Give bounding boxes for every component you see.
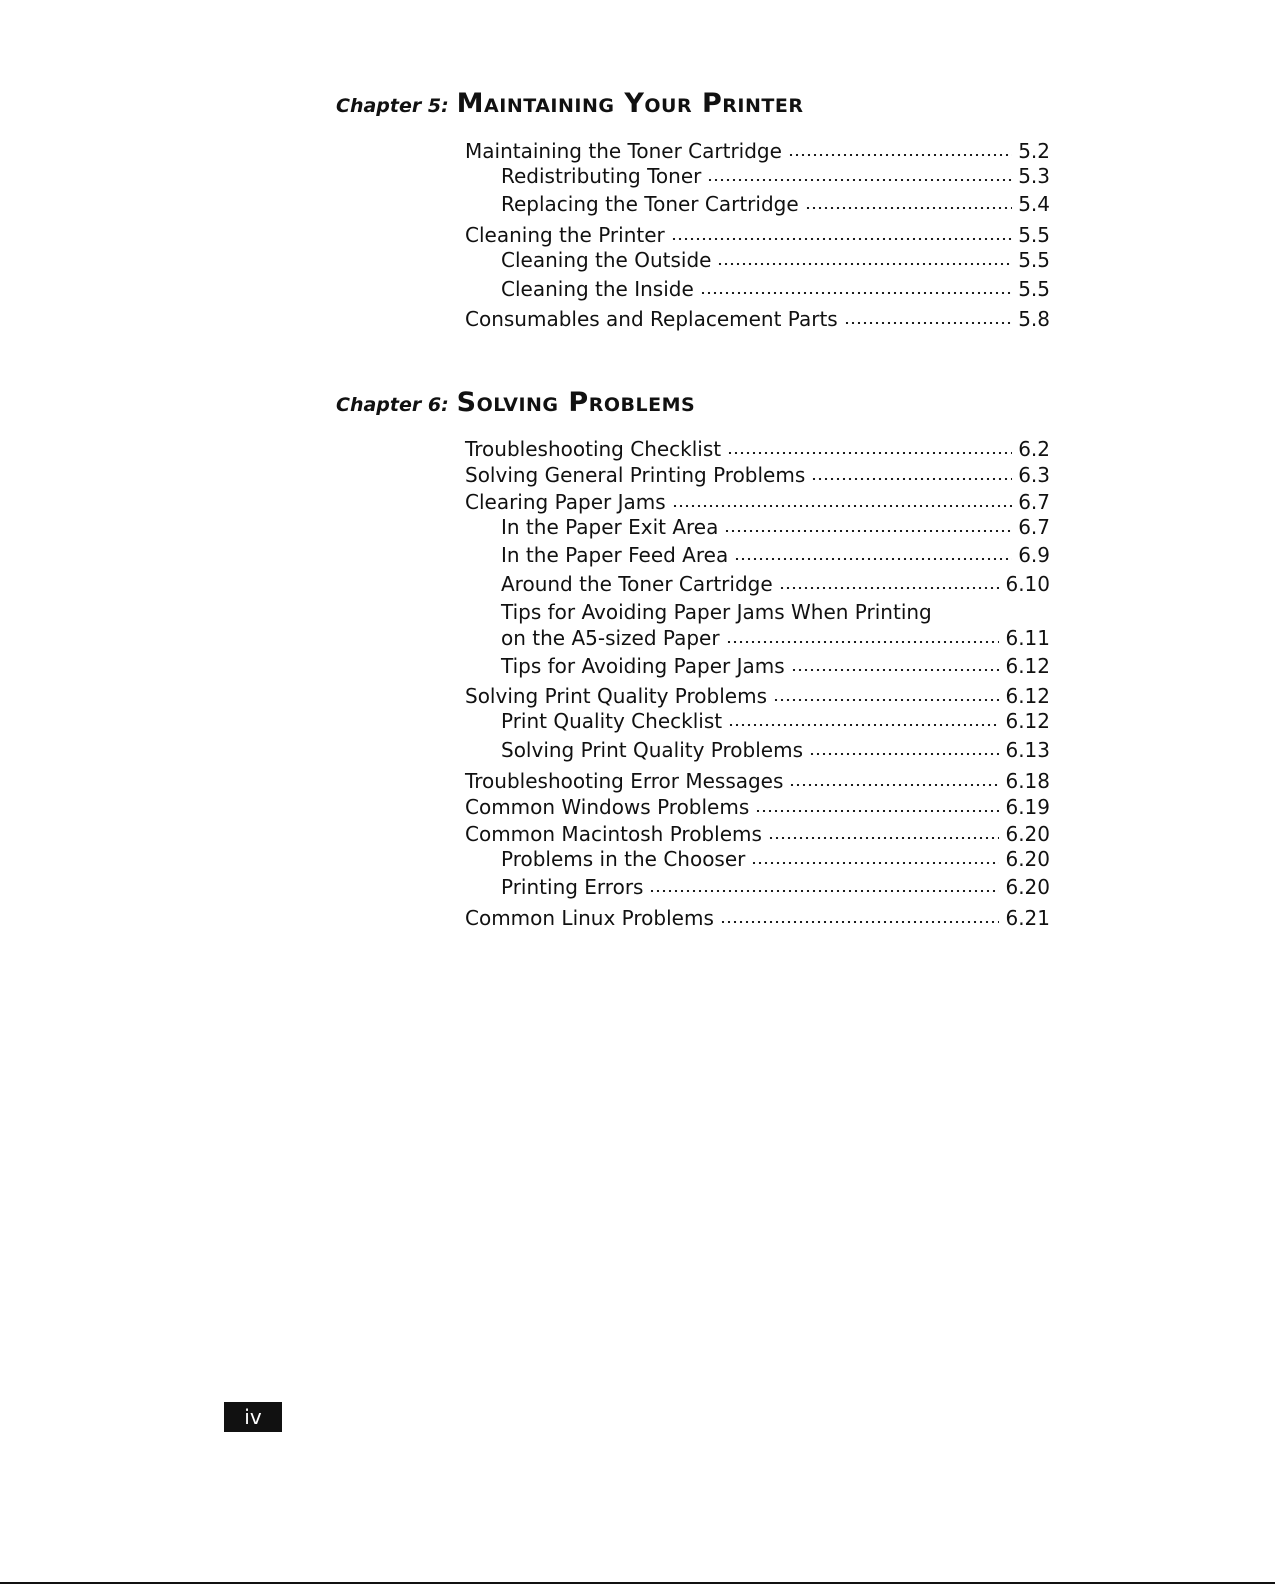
toc-entry-page: 5.3 bbox=[1018, 164, 1050, 188]
page-bottom-rule bbox=[0, 1582, 1275, 1584]
dot-leader bbox=[727, 452, 1012, 454]
toc-entry bbox=[465, 436, 1050, 462]
toc-entry bbox=[465, 768, 1050, 794]
dot-leader bbox=[649, 890, 999, 892]
chapter-title: Solving Problems bbox=[456, 387, 696, 418]
toc-entry-title: Cleaning the Outside bbox=[501, 248, 712, 272]
toc-entry-page: 6.20 bbox=[1005, 822, 1050, 846]
toc-entry-page: 6.2 bbox=[1018, 437, 1050, 461]
chapter-label: Chapter 6: bbox=[336, 394, 449, 416]
toc-entry-title: Solving Print Quality Problems bbox=[465, 684, 767, 708]
toc-entry bbox=[501, 514, 1050, 540]
toc-entry-title: Problems in the Chooser bbox=[501, 847, 746, 871]
toc-entry-title: In the Paper Feed Area bbox=[501, 543, 729, 567]
dot-leader bbox=[779, 587, 1000, 589]
toc-entry bbox=[501, 247, 1050, 273]
dot-leader bbox=[789, 784, 999, 786]
toc-entry-page: 6.19 bbox=[1005, 795, 1050, 819]
dot-leader bbox=[734, 558, 1012, 560]
dot-leader bbox=[755, 810, 999, 812]
dot-leader bbox=[768, 837, 1000, 839]
toc-entry-page: 6.20 bbox=[1005, 847, 1050, 871]
toc-entry-title: Consumables and Replacement Parts bbox=[465, 307, 838, 331]
toc-entry-page: 6.9 bbox=[1018, 543, 1050, 567]
toc-entry-page: 6.3 bbox=[1018, 463, 1050, 487]
chapter-label: Chapter 5: bbox=[336, 95, 449, 117]
toc-entry-page: 5.5 bbox=[1018, 277, 1050, 301]
toc-entry-title: Solving General Printing Problems bbox=[465, 463, 806, 487]
dot-leader bbox=[791, 669, 1000, 671]
toc-entry bbox=[501, 708, 1050, 734]
toc-entry bbox=[501, 599, 1050, 625]
toc-entry-page: 6.12 bbox=[1005, 684, 1050, 708]
toc-entry-page: 6.7 bbox=[1018, 515, 1050, 539]
toc-entry bbox=[501, 653, 1050, 679]
toc-entry bbox=[465, 905, 1050, 931]
toc-entry-title: Tips for Avoiding Paper Jams When Printing bbox=[501, 600, 932, 624]
dot-leader bbox=[700, 292, 1012, 294]
toc-entry bbox=[501, 737, 1050, 763]
toc-entry-title: Tips for Avoiding Paper Jams bbox=[501, 654, 785, 678]
toc-entry-title: Solving Print Quality Problems bbox=[501, 738, 803, 762]
dot-leader bbox=[717, 263, 1012, 265]
toc-entry-title: Around the Toner Cartridge bbox=[501, 572, 773, 596]
toc-entry-title: Maintaining the Toner Cartridge bbox=[465, 139, 782, 163]
toc-entry-title: Redistributing Toner bbox=[501, 164, 702, 188]
dot-leader bbox=[844, 322, 1012, 324]
dot-leader bbox=[811, 478, 1012, 480]
toc-entry-page: 6.20 bbox=[1005, 875, 1050, 899]
toc-entry bbox=[465, 821, 1050, 847]
toc-entry bbox=[465, 138, 1050, 164]
toc-entry-title: Print Quality Checklist bbox=[501, 709, 723, 733]
toc-entry bbox=[501, 163, 1050, 189]
toc-entry bbox=[501, 846, 1050, 872]
toc-entry-page: 5.8 bbox=[1018, 307, 1050, 331]
toc-entry-title: Common Macintosh Problems bbox=[465, 822, 762, 846]
toc-entry-title: on the A5-sized Paper bbox=[501, 626, 720, 650]
toc-entry-page: 6.13 bbox=[1005, 738, 1050, 762]
dot-leader bbox=[707, 179, 1012, 181]
toc-entry-page: 6.21 bbox=[1005, 906, 1050, 930]
toc-entry-page: 6.7 bbox=[1018, 490, 1050, 514]
toc-entry bbox=[501, 276, 1050, 302]
page-number-badge: iv bbox=[224, 1402, 282, 1432]
toc-entry bbox=[501, 874, 1050, 900]
dot-leader bbox=[672, 505, 1013, 507]
toc-entry bbox=[465, 489, 1050, 515]
toc-entry-title: Cleaning the Inside bbox=[501, 277, 694, 301]
toc-entry-page: 6.18 bbox=[1005, 769, 1050, 793]
toc-entry-page: 5.2 bbox=[1018, 139, 1050, 163]
toc-entry-title: Troubleshooting Error Messages bbox=[465, 769, 784, 793]
toc-entry bbox=[501, 542, 1050, 568]
toc-entry-page: 6.11 bbox=[1005, 626, 1050, 650]
dot-leader bbox=[726, 641, 1000, 643]
toc-entry bbox=[501, 571, 1050, 597]
dot-leader bbox=[724, 530, 1012, 532]
toc-entry-page: 6.12 bbox=[1005, 709, 1050, 733]
toc-entry bbox=[465, 222, 1050, 248]
toc-entry bbox=[465, 683, 1050, 709]
toc-entry bbox=[501, 625, 1050, 651]
dot-leader bbox=[720, 921, 1000, 923]
chapter-title: Maintaining Your Printer bbox=[456, 88, 804, 119]
toc-entry-title: Common Windows Problems bbox=[465, 795, 750, 819]
toc-entry-page: 5.5 bbox=[1018, 248, 1050, 272]
toc-entry bbox=[465, 794, 1050, 820]
toc-entry bbox=[501, 191, 1050, 217]
dot-leader bbox=[788, 154, 1012, 156]
toc-entry bbox=[465, 462, 1050, 488]
dot-leader bbox=[728, 724, 999, 726]
dot-leader bbox=[805, 207, 1013, 209]
toc-entry-title: Common Linux Problems bbox=[465, 906, 714, 930]
dot-leader bbox=[809, 753, 999, 755]
toc-entry-title: In the Paper Exit Area bbox=[501, 515, 719, 539]
toc-entry-title: Clearing Paper Jams bbox=[465, 490, 666, 514]
toc-entry-title: Cleaning the Printer bbox=[465, 223, 665, 247]
toc-entry-title: Replacing the Toner Cartridge bbox=[501, 192, 799, 216]
toc-entry-title: Troubleshooting Checklist bbox=[465, 437, 722, 461]
toc-entry-list bbox=[0, 387, 1275, 1187]
dot-leader bbox=[671, 238, 1012, 240]
toc-entry-page: 6.12 bbox=[1005, 654, 1050, 678]
dot-leader bbox=[773, 699, 999, 701]
toc-entry-page: 5.4 bbox=[1018, 192, 1050, 216]
toc-entry bbox=[465, 306, 1050, 332]
toc-entry-page: 6.10 bbox=[1005, 572, 1050, 596]
toc-entry-title: Printing Errors bbox=[501, 875, 644, 899]
dot-leader bbox=[751, 862, 999, 864]
toc-entry-page: 5.5 bbox=[1018, 223, 1050, 247]
